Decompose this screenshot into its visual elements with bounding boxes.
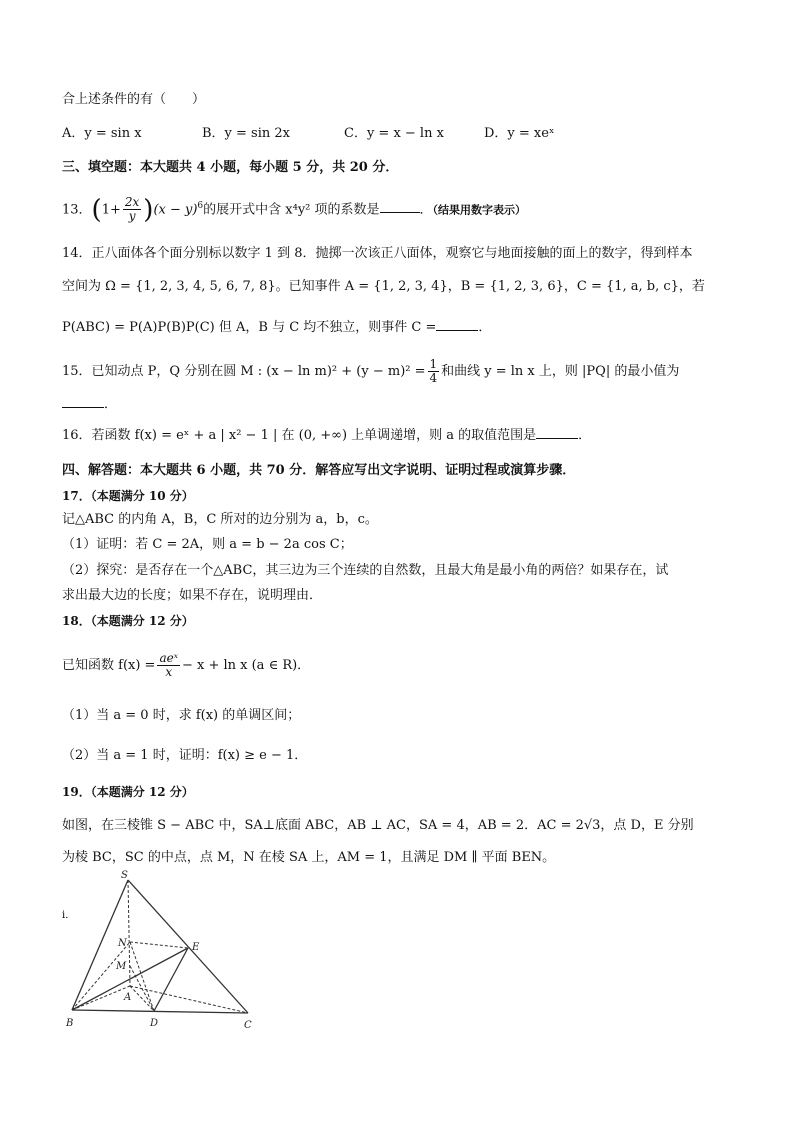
q17-part2a: （2）探究：是否存在一个△ABC，其三边为三个连续的自然数，且最大角是最小角的两倍？如果存在，试 xyxy=(62,563,669,578)
q19-line2: 为棱 BC，SC 的中点，点 M，N 在棱 SA 上，AM = 1，且满足 DM ∥ 平面 BEN。 xyxy=(62,850,556,865)
q15-part1: 15．已知动点 P，Q 分别在圆 M : (x − ln m)² + (y − m)² = xyxy=(62,364,426,379)
q15-blank xyxy=(62,395,104,408)
q15-frac-den: 4 xyxy=(429,371,438,385)
q15-frac-num: 1 xyxy=(429,357,438,371)
q13-num: 13． xyxy=(62,202,92,218)
segment-bn xyxy=(72,942,130,1010)
section3-title: 三、填空题：本大题共 4 小题，每小题 5 分，共 20 分． xyxy=(62,160,399,175)
q18-head: 18．（本题满分 12 分） xyxy=(62,614,194,628)
pyramid-figure xyxy=(58,868,278,1038)
q13-note: （结果用数字表示） xyxy=(432,203,527,217)
q19-line1: 如图，在三棱锥 S − ABC 中，SA⊥底面 ABC，AB ⊥ AC，SA = 4，AB = 2．AC = 2√3，点 D，E 分别 xyxy=(62,818,694,833)
label-n: N xyxy=(118,938,127,949)
q13-blank xyxy=(380,200,420,213)
label-e: E xyxy=(192,942,200,953)
edge-sc xyxy=(128,880,248,1013)
q18-part2: （2）当 a = 1 时，证明：f(x) ≥ e − 1． xyxy=(62,748,308,763)
q14-line3-text: P(ABC) = P(A)P(B)P(C) 但 A，B 与 C 均不独立，则事件 C = xyxy=(62,320,437,335)
q18-frac-den: x xyxy=(165,665,173,679)
q18-frac-num: aeˣ xyxy=(159,651,178,665)
choice-c: C．y = x − ln x xyxy=(344,126,444,141)
q17-head: 17．（本题满分 10 分） xyxy=(62,489,194,503)
q15-line1 xyxy=(62,358,679,385)
q18-stem-post: − x + ln x (a ∈ R)． xyxy=(181,658,311,673)
figure-mark: i． xyxy=(62,910,76,921)
q14-line3: P(ABC) = P(A)P(B)P(C) 但 A，B 与 C 均不独立，则事件 C = ． xyxy=(62,320,492,335)
q17-stem: 记△ABC 的内角 A，B，C 所对的边分别为 a，b，c。 xyxy=(62,512,378,527)
q13-fraction: $\frac{2x}{y}$ xyxy=(124,195,140,224)
q17-part2b: 求出最大边的长度；如果不存在，说明理由． xyxy=(62,588,323,603)
q16-line: 16．若函数 f(x) = eˣ + a | x² − 1 | 在 (0, +∞) 上单调递增，则 a 的取值范围是 ． xyxy=(62,428,592,443)
choice-b: B．y = sin 2x xyxy=(202,126,290,141)
q14-blank xyxy=(436,318,478,331)
q15-line2: ． xyxy=(62,395,117,415)
label-d: D xyxy=(150,1018,159,1029)
segment-ne xyxy=(130,942,188,948)
q18-stem-pre: 已知函数 f(x) = xyxy=(62,658,156,673)
q18-part1: （1）当 a = 0 时，求 f(x) 的单调区间； xyxy=(62,708,301,723)
question-13: 13．(1+ $\frac{2x}{y}$ )$(x - y)^6$的展开式中含 x⁴y² 项的系数是 ．（结果用数字表示） xyxy=(62,194,527,225)
q19-head: 19．（本题满分 12 分） xyxy=(62,785,194,799)
q15-part2: 和曲线 y = ln x 上，则 |PQ| 的最小值为 xyxy=(441,364,680,379)
label-a: A xyxy=(124,992,132,1003)
edge-bc xyxy=(72,1010,248,1013)
q15-fraction xyxy=(428,358,440,385)
label-m: M xyxy=(116,961,127,972)
header-line: 合上述条件的有（ ） xyxy=(62,92,206,107)
choice-a: A．y = sin x xyxy=(62,126,142,141)
q16-text: 16．若函数 f(x) = eˣ + a | x² − 1 | 在 (0, +∞) 上单调递增，则 a 的取值范围是 xyxy=(62,428,537,443)
q14-line1: 14．正八面体各个面分别标以数字 1 到 8．抛掷一次该正八面体，观察它与地面接触的面上的数字，得到样本 xyxy=(62,246,693,261)
section4-title: 四、解答题：本大题共 6 小题，共 70 分．解答应写出文字说明、证明过程或演算步骤． xyxy=(62,463,576,478)
q17-part1: （1）证明：若 C = 2A，则 a = b − 2a cos C； xyxy=(62,537,353,552)
q18-fraction xyxy=(157,652,180,679)
q16-blank xyxy=(536,426,578,439)
label-b: B xyxy=(66,1018,74,1029)
choice-d: D．y = xeˣ xyxy=(484,126,555,141)
q14-line2: 空间为 Ω = {1, 2, 3, 4, 5, 6, 7, 8}。已知事件 A = {1, 2, 3, 4}，B = {1, 2, 3, 6}，C = {1, a, b, c}，若 xyxy=(62,279,705,294)
label-s: S xyxy=(121,870,128,881)
label-c: C xyxy=(244,1020,252,1031)
segment-ad xyxy=(130,986,154,1011)
q18-stem xyxy=(62,652,310,679)
q13-tail: 的展开式中含 x⁴y² 项的系数是 xyxy=(203,202,380,218)
edge-sa xyxy=(128,880,130,986)
